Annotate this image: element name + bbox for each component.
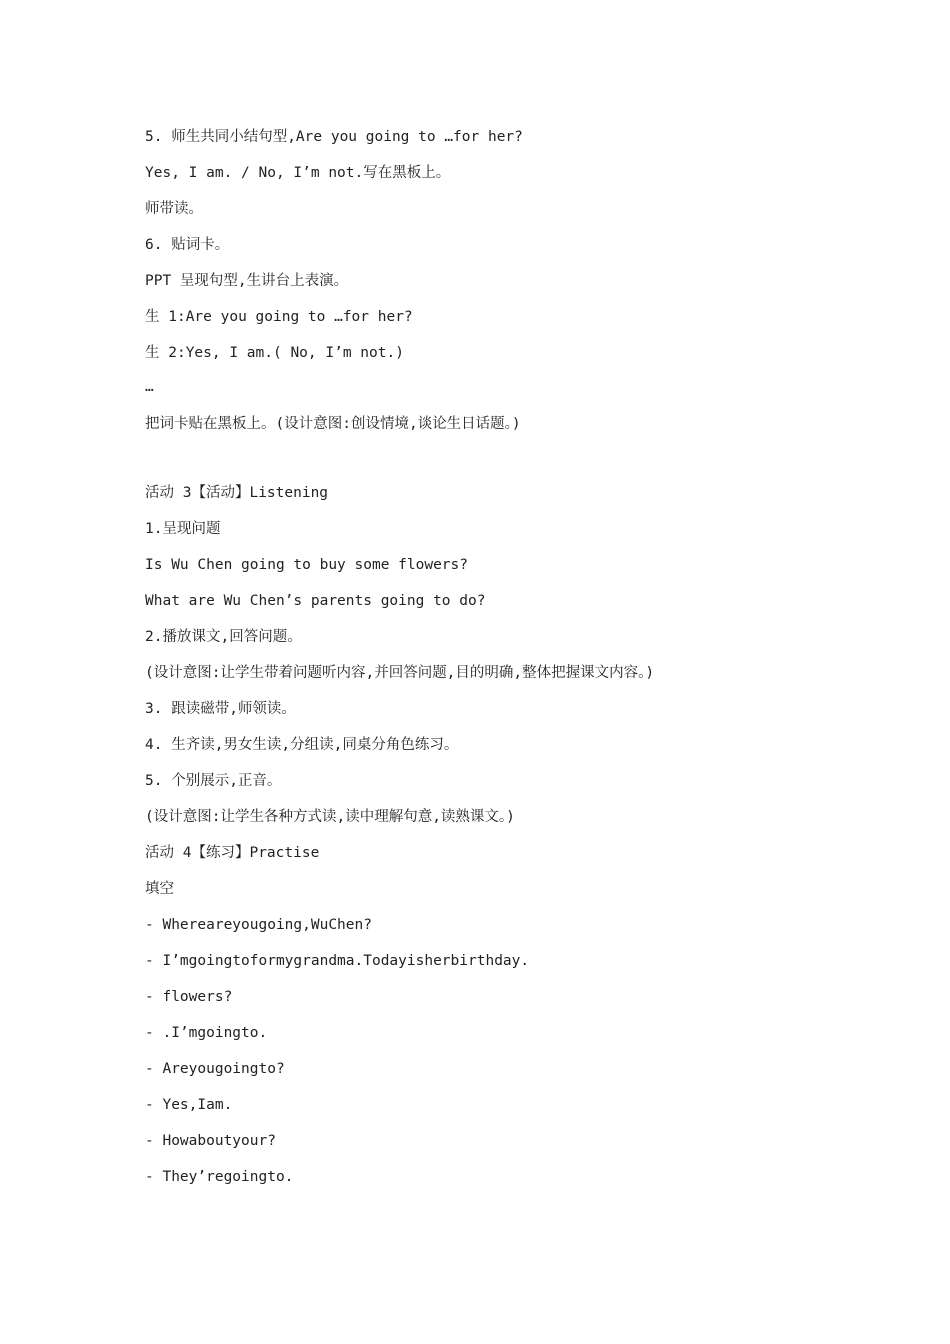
dialogue-line: - I’mgoingtoformygrandma.Todayisherbirthday. xyxy=(145,953,530,969)
section-heading-activity-3: 活动 3【活动】Listening xyxy=(145,485,329,501)
text-line: Is Wu Chen going to buy some flowers? xyxy=(145,557,469,573)
dialogue-line: - flowers? xyxy=(145,989,233,1005)
text-line: 3. 跟读磁带,师领读。 xyxy=(145,701,296,717)
text-line: 6. 贴词卡。 xyxy=(145,237,230,253)
dialogue-line: - They’regoingto. xyxy=(145,1169,294,1185)
dialogue-line: - Whereareyougoing,WuChen? xyxy=(145,917,372,933)
text-line: 师带读。 xyxy=(145,201,203,217)
text-line: What are Wu Chen’s parents going to do? xyxy=(145,593,486,609)
text-line: (设计意图:让学生各种方式读,读中理解句意,读熟课文。) xyxy=(145,809,515,825)
text-line: 生 2:Yes, I am.( No, I’m not.) xyxy=(145,345,404,361)
text-line: 1.呈现问题 xyxy=(145,521,221,537)
text-line: PPT 呈现句型,生讲台上表演。 xyxy=(145,273,349,289)
text-line: (设计意图:让学生带着问题听内容,并回答问题,目的明确,整体把握课文内容。) xyxy=(145,665,655,681)
text-line: 5. 个别展示,正音。 xyxy=(145,773,282,789)
dialogue-line: - Areyougoingto? xyxy=(145,1061,285,1077)
text-line: 4. 生齐读,男女生读,分组读,同桌分角色练习。 xyxy=(145,737,459,753)
text-line: 填空 xyxy=(145,881,174,897)
text-line: Yes, I am. / No, I’m not.写在黑板上。 xyxy=(145,165,451,181)
text-line: 5. 师生共同小结句型,Are you going to …for her? xyxy=(145,129,523,145)
ellipsis-line: … xyxy=(145,379,154,395)
text-line: 生 1:Are you going to …for her? xyxy=(145,309,413,325)
dialogue-line: - .I’mgoingto. xyxy=(145,1025,268,1041)
section-heading-activity-4: 活动 4【练习】Practise xyxy=(145,845,320,861)
text-line: 把词卡贴在黑板上。(设计意图:创设情境,谈论生日话题。) xyxy=(145,416,521,432)
dialogue-line: - Yes,Iam. xyxy=(145,1097,233,1113)
text-line: 2.播放课文,回答问题。 xyxy=(145,629,302,645)
dialogue-line: - Howaboutyour? xyxy=(145,1133,276,1149)
